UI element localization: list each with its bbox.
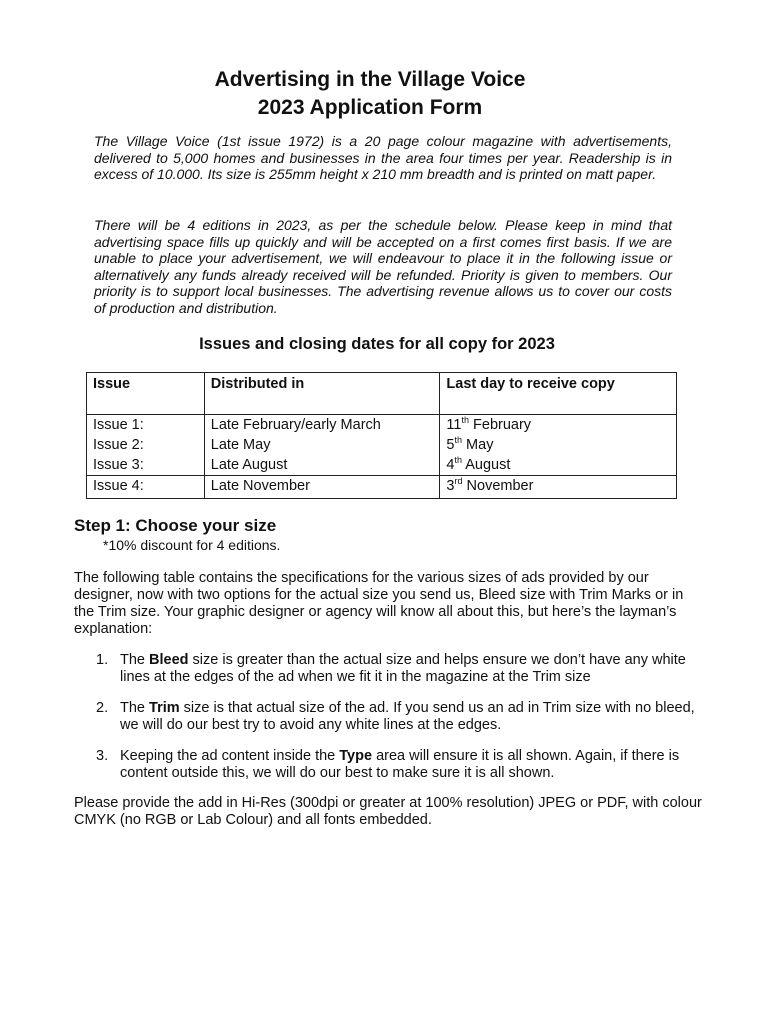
schedule-heading: Issues and closing dates for all copy for 2023 [199, 335, 555, 353]
list-text-post: area will ensure it is all shown. Again, if there is content outside this, we will do our best to make sure it is all shown. [120, 748, 680, 781]
issue-cell: Issue 2: [87, 435, 205, 455]
specifications-paragraph: The following table contains the specifications for the various sizes of ads provided by our designer, now with two options for the actual size you send us, Bleed size with Trim Marks or in the Trim size. Your graphic designer or agency will know all about this, but here’s the layman’s explanation: [74, 570, 684, 637]
day-suffix: th [461, 415, 469, 426]
last-day-cell [440, 415, 677, 436]
distributed-cell: Late May [204, 435, 440, 455]
table-row [87, 415, 677, 436]
last-day-cell [440, 435, 677, 455]
issue-cell: Issue 4: [87, 476, 205, 499]
list-item [74, 700, 699, 734]
list-text-pre: The [120, 652, 150, 668]
list-text-post: size is greater than the actual size and helps ensure we don’t have any white lines at the edges of the ad when we fit it in the magazine at the Trim size [120, 652, 686, 685]
month: February [473, 417, 532, 433]
month: May [466, 437, 494, 453]
day-number: 4 [446, 457, 455, 473]
document-subtitle: 2023 Application Form [257, 96, 483, 119]
day-number: 5 [446, 437, 455, 453]
list-number: 2. [96, 700, 109, 716]
issue-cell: Issue 3: [87, 455, 205, 476]
column-header-issue: Issue [87, 373, 205, 415]
distributed-cell: Late August [204, 455, 440, 476]
distributed-cell: Late February/early March [204, 415, 440, 436]
list-text-pre: The [120, 700, 150, 716]
document-title: Advertising in the Village Voice [214, 68, 526, 91]
distributed-cell: Late November [204, 476, 440, 499]
column-header-last-day: Last day to receive copy [440, 373, 677, 415]
day-suffix: rd [454, 476, 463, 487]
list-number: 3. [96, 748, 109, 764]
list-text-post: size is that actual size of the ad. If you send us an ad in Trim size with no bleed, we will do our best try to avoid any white lines at the edges. [120, 700, 695, 733]
schedule-table [86, 372, 677, 499]
day-suffix: th [454, 455, 463, 466]
table-row [87, 435, 677, 455]
column-header-distributed: Distributed in [204, 373, 440, 415]
issue-cell: Issue 1: [87, 415, 205, 436]
table-row [87, 455, 677, 476]
table-header-row [87, 373, 677, 415]
day-number: 11 [446, 417, 462, 433]
list-keyword: Type [339, 748, 373, 764]
intro-paragraph-editions: There will be 4 editions in 2023, as per the schedule below. Please keep in mind that advertising space fills up quickly and will be accepted on a first comes first basis. If we are unable to place your advertisement, we will endeavour to place it in the following issue or alternatively any funds already received will be refunded. Priority is given to members. Our priority is to support local businesses. The advertising revenue allows us to cover our costs of production and distribution. [94, 217, 672, 316]
list-item [74, 652, 699, 686]
step1-heading: Step 1: Choose your size [74, 516, 277, 535]
list-keyword: Trim [149, 700, 180, 716]
file-requirements-paragraph: Please provide the add in Hi-Res (300dpi or greater at 100% resolution) JPEG or PDF, with colour CMYK (no RGB or Lab Colour) and all fonts embedded. [74, 795, 702, 828]
discount-note: *10% discount for 4 editions. [103, 537, 281, 553]
list-number: 1. [96, 652, 109, 668]
day-number: 3 [446, 478, 455, 494]
list-item [74, 748, 699, 782]
last-day-cell [440, 455, 677, 476]
explanation-list [74, 652, 699, 796]
last-day-cell [440, 476, 677, 499]
table-row [87, 476, 677, 499]
month: August [465, 457, 511, 473]
month: November [466, 478, 534, 494]
list-text-pre: Keeping the ad content inside the [120, 748, 340, 764]
day-suffix: th [454, 435, 463, 446]
intro-paragraph-magazine: The Village Voice (1st issue 1972) is a 20 page colour magazine with advertisements, delivered to 5,000 homes and businesses in the area four times per year. Readership is in excess of 10.000. Its size is 255mm height x 210 mm breadth and is printed on matt paper. [94, 133, 672, 183]
list-keyword: Bleed [149, 652, 189, 668]
